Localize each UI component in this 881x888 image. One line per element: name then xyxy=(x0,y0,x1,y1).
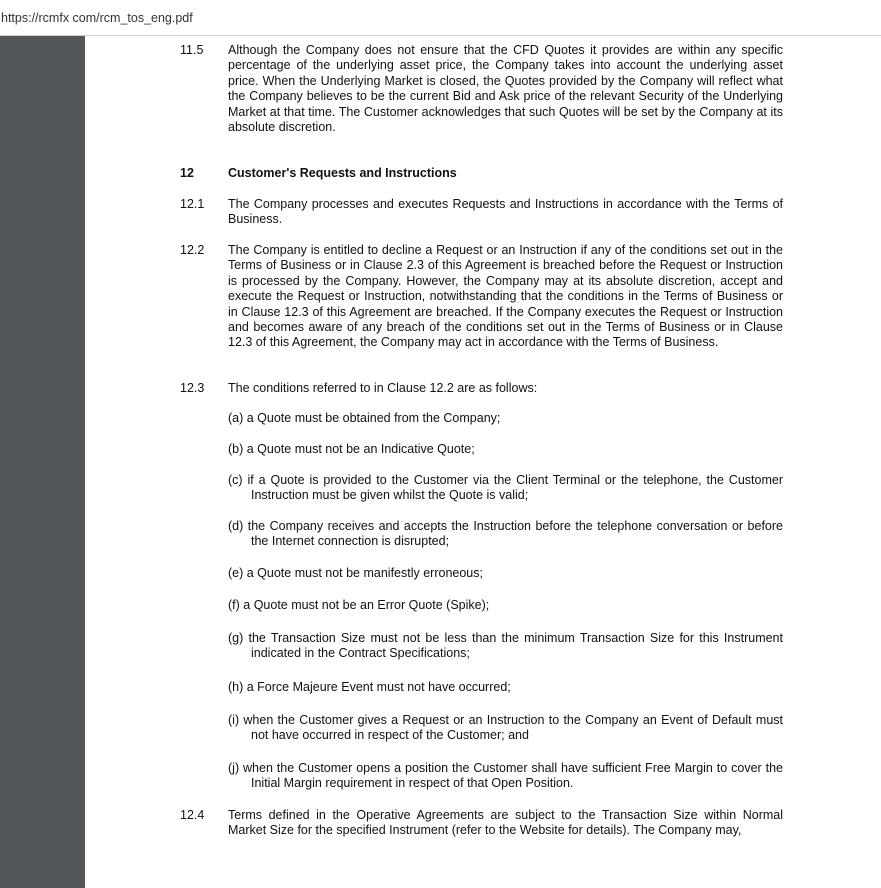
clause-text: The Company processes and executes Requests and Instructions in accordance with the Terms of Business. xyxy=(228,197,783,227)
condition-item-c: (c) if a Quote is provided to the Customer via the Client Terminal or the telephone, the Customer Instruction must be given whilst the Quote is valid; xyxy=(228,473,783,503)
condition-item-b: (b) a Quote must not be an Indicative Quote; xyxy=(228,442,475,456)
condition-item-j: (j) when the Customer opens a position the Customer shall have sufficient Free Margin to cover the Initial Margin requirement in respect of that Open Position. xyxy=(228,761,783,791)
pdf-viewer[interactable] xyxy=(0,36,881,888)
condition-item-f: (f) a Quote must not be an Error Quote (Spike); xyxy=(228,598,490,612)
clause-number: 12.1 xyxy=(180,197,205,211)
section-title: Customer's Requests and Instructions xyxy=(228,166,457,180)
condition-item-e: (e) a Quote must not be manifestly erroneous; xyxy=(228,566,483,580)
condition-item-g: (g) the Transaction Size must not be less than the minimum Transaction Size for this Instrument indicated in the Contract Specifications; xyxy=(228,631,783,661)
condition-item-a: (a) a Quote must be obtained from the Company; xyxy=(228,411,501,425)
pdf-page xyxy=(85,36,881,888)
clause-text: The Company is entitled to decline a Request or an Instruction if any of the conditions set out in the Terms of Business or in Clause 2.3 of this Agreement is breached before the Request or Instruction is processed by the Company. However, the Company may at its absolute discretion, accept and execute the Request or Instruction, notwithstanding that the conditions in the Terms of Business or in Clause 12.3 of this Agreement are breached. If the Company executes the Request or Instruction and becomes aware of any breach of the conditions set out in the Terms of Business or in Clause 12.3 of this Agreement, the Company may act in accordance with the Terms of Business. xyxy=(228,243,783,350)
condition-item-i: (i) when the Customer gives a Request or an Instruction to the Company an Event of Default must not have occurred in respect of the Customer; and xyxy=(228,713,783,743)
url-bar[interactable] xyxy=(0,0,881,36)
condition-item-h: (h) a Force Majeure Event must not have occurred; xyxy=(228,680,511,694)
clause-number: 12.4 xyxy=(180,808,205,822)
clause-text: The conditions referred to in Clause 12.2 are as follows: xyxy=(228,381,538,395)
clause-number: 11.5 xyxy=(180,43,204,57)
condition-item-d: (d) the Company receives and accepts the Instruction before the telephone conversation or before the Internet connection is disrupted; xyxy=(228,519,783,549)
clause-text: Terms defined in the Operative Agreements are subject to the Transaction Size within Normal Market Size for the specified Instrument (refer to the Website for details). The Company may, xyxy=(228,808,783,838)
section-number: 12 xyxy=(180,166,194,180)
clause-number: 12.3 xyxy=(180,381,205,395)
clause-number: 12.2 xyxy=(180,243,205,257)
url-text: https://rcmfx com/rcm_tos_eng.pdf xyxy=(1,11,193,25)
clause-text: Although the Company does not ensure that the CFD Quotes it provides are within any specific percentage of the underlying asset price, the Company takes into account the underlying asset price. When the Underlying Market is closed, the Quotes provided by the Company will reflect what the Company believes to be the current Bid and Ask price of the relevant Security of the Underlying Market at that time. The Customer acknowledges that such Quotes will be set by the Company at its absolute discretion. xyxy=(228,43,783,135)
